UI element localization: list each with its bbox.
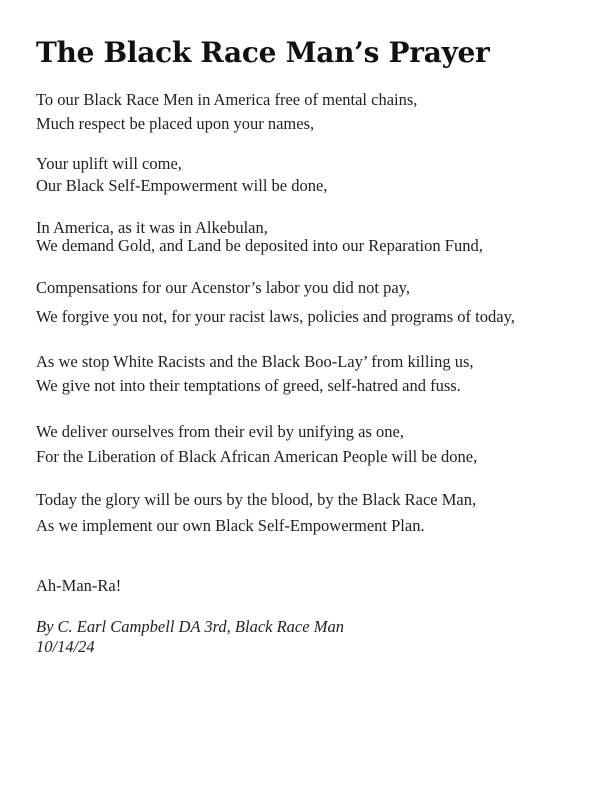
stanza-6-line-1: We deliver ourselves from their evil by unifying as one, [36, 422, 404, 441]
signature-date: 10/14/24 [36, 637, 95, 656]
stanza-1-line-2: Much respect be placed upon your names, [36, 114, 315, 133]
stanza-4-line-2: We forgive you not, for your racist laws, policies and programs of today, [36, 307, 515, 326]
stanza-7-line-1: Today the glory will be ours by the blood, by the Black Race Man, [36, 490, 477, 509]
stanza-2-line-1: Your uplift will come, [36, 154, 182, 173]
closing-line: Ah-Man-Ra! [36, 576, 122, 595]
stanza-3-line-1: In America, as it was in Alkebulan, [36, 218, 268, 237]
stanza-1-line-1: To our Black Race Men in America free of mental chains, [36, 90, 418, 109]
poem-title: The Black Race Man’s Prayer [36, 36, 490, 69]
stanza-5-line-1: As we stop White Racists and the Black Boo-Lay’ from killing us, [36, 352, 474, 371]
stanza-6-line-2: For the Liberation of Black African American People will be done, [36, 447, 478, 466]
stanza-4-line-1: Compensations for our Acenstor’s labor you did not pay, [36, 278, 410, 297]
signature-byline: By C. Earl Campbell DA 3rd, Black Race Man [36, 617, 344, 636]
stanza-3-line-2: We demand Gold, and Land be deposited into our Reparation Fund, [36, 236, 483, 255]
stanza-5-line-2: We give not into their temptations of greed, self-hatred and fuss. [36, 376, 461, 395]
stanza-2-line-2: Our Black Self-Empowerment will be done, [36, 176, 328, 195]
stanza-7-line-2: As we implement our own Black Self-Empowerment Plan. [36, 516, 425, 535]
